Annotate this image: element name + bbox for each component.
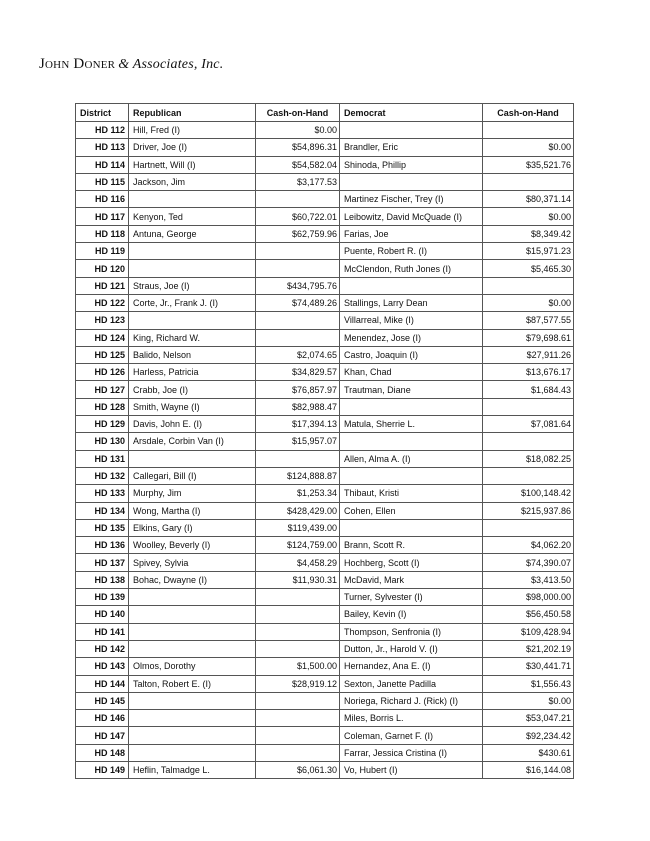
republican-cell	[129, 710, 256, 727]
republican-cash-cell: $124,888.87	[256, 467, 340, 484]
democrat-cash-cell: $92,234.42	[483, 727, 574, 744]
democrat-cash-cell: $0.00	[483, 139, 574, 156]
republican-cash-cell: $54,896.31	[256, 139, 340, 156]
republican-cell: Smith, Wayne (I)	[129, 398, 256, 415]
democrat-cell: Farias, Joe	[340, 225, 483, 242]
republican-cash-cell: $17,394.13	[256, 416, 340, 433]
republican-cash-cell: $4,458.29	[256, 554, 340, 571]
district-cell: HD 142	[76, 640, 129, 657]
democrat-cell: Sexton, Janette Padilla	[340, 675, 483, 692]
republican-cell	[129, 744, 256, 761]
democrat-cell: Noriega, Richard J. (Rick) (I)	[340, 692, 483, 709]
firm-name-suffix: & Associates, Inc.	[118, 57, 224, 72]
table-row	[76, 658, 574, 675]
district-cell: HD 141	[76, 623, 129, 640]
table-row	[76, 139, 574, 156]
democrat-cash-cell: $27,911.26	[483, 346, 574, 363]
republican-cash-cell: $60,722.01	[256, 208, 340, 225]
democrat-cash-cell: $1,556.43	[483, 675, 574, 692]
democrat-cash-cell: $74,390.07	[483, 554, 574, 571]
table-row	[76, 692, 574, 709]
democrat-cell: Villarreal, Mike (I)	[340, 312, 483, 329]
republican-cash-cell: $1,253.34	[256, 485, 340, 502]
republican-cash-cell	[256, 606, 340, 623]
democrat-cell: Dutton, Jr., Harold V. (I)	[340, 640, 483, 657]
democrat-cell: McDavid, Mark	[340, 571, 483, 588]
table-row	[76, 156, 574, 173]
republican-cash-cell: $2,074.65	[256, 346, 340, 363]
table-row	[76, 467, 574, 484]
table-row	[76, 606, 574, 623]
republican-cell	[129, 623, 256, 640]
district-cell: HD 136	[76, 537, 129, 554]
republican-cash-cell: $74,489.26	[256, 294, 340, 311]
republican-cell: Driver, Joe (I)	[129, 139, 256, 156]
republican-cell: Crabb, Joe (I)	[129, 381, 256, 398]
republican-cell: Talton, Robert E. (I)	[129, 675, 256, 692]
democrat-cell	[340, 467, 483, 484]
district-cell: HD 126	[76, 364, 129, 381]
table-row	[76, 623, 574, 640]
district-cell: HD 119	[76, 243, 129, 260]
democrat-cash-cell: $16,144.08	[483, 761, 574, 778]
column-header-republican-cash: Cash-on-Hand	[256, 104, 340, 122]
democrat-cell: Thibaut, Kristi	[340, 485, 483, 502]
republican-cash-cell: $28,919.12	[256, 675, 340, 692]
district-cell: HD 113	[76, 139, 129, 156]
table-row	[76, 398, 574, 415]
district-cell: HD 132	[76, 467, 129, 484]
republican-cell: Harless, Patricia	[129, 364, 256, 381]
republican-cell: Woolley, Beverly (I)	[129, 537, 256, 554]
district-cell: HD 145	[76, 692, 129, 709]
table-row	[76, 761, 574, 778]
republican-cash-cell	[256, 692, 340, 709]
democrat-cell: Miles, Borris L.	[340, 710, 483, 727]
republican-cell: King, Richard W.	[129, 329, 256, 346]
democrat-cash-cell: $8,349.42	[483, 225, 574, 242]
table-row	[76, 416, 574, 433]
democrat-cell: Puente, Robert R. (I)	[340, 243, 483, 260]
republican-cell	[129, 589, 256, 606]
democrat-cell: Leibowitz, David McQuade (I)	[340, 208, 483, 225]
table-row	[76, 589, 574, 606]
democrat-cell	[340, 173, 483, 190]
table-row	[76, 519, 574, 536]
republican-cash-cell: $82,988.47	[256, 398, 340, 415]
democrat-cash-cell: $0.00	[483, 208, 574, 225]
district-cell: HD 149	[76, 761, 129, 778]
democrat-cell	[340, 122, 483, 139]
democrat-cash-cell: $21,202.19	[483, 640, 574, 657]
democrat-cell: Castro, Joaquin (I)	[340, 346, 483, 363]
democrat-cash-cell: $56,450.58	[483, 606, 574, 623]
table-row	[76, 381, 574, 398]
republican-cash-cell: $0.00	[256, 122, 340, 139]
table-row	[76, 450, 574, 467]
democrat-cell: Stallings, Larry Dean	[340, 294, 483, 311]
republican-cell: Hill, Fred (I)	[129, 122, 256, 139]
district-cell: HD 138	[76, 571, 129, 588]
table-row	[76, 554, 574, 571]
democrat-cash-cell: $430.61	[483, 744, 574, 761]
republican-cell	[129, 243, 256, 260]
republican-cell: Jackson, Jim	[129, 173, 256, 190]
democrat-cash-cell	[483, 173, 574, 190]
republican-cash-cell: $62,759.96	[256, 225, 340, 242]
republican-cell	[129, 312, 256, 329]
republican-cash-cell: $11,930.31	[256, 571, 340, 588]
district-cell: HD 130	[76, 433, 129, 450]
republican-cash-cell	[256, 260, 340, 277]
democrat-cell: McClendon, Ruth Jones (I)	[340, 260, 483, 277]
republican-cell	[129, 640, 256, 657]
district-cell: HD 120	[76, 260, 129, 277]
table-row	[76, 225, 574, 242]
district-cell: HD 137	[76, 554, 129, 571]
table-row	[76, 710, 574, 727]
table-row	[76, 277, 574, 294]
republican-cell	[129, 727, 256, 744]
democrat-cash-cell	[483, 122, 574, 139]
democrat-cell: Brandler, Eric	[340, 139, 483, 156]
democrat-cell: Bailey, Kevin (I)	[340, 606, 483, 623]
democrat-cell: Turner, Sylvester (I)	[340, 589, 483, 606]
table-row	[76, 744, 574, 761]
democrat-cash-cell	[483, 398, 574, 415]
democrat-cell: Khan, Chad	[340, 364, 483, 381]
republican-cell: Straus, Joe (I)	[129, 277, 256, 294]
district-cell: HD 131	[76, 450, 129, 467]
democrat-cell: Brann, Scott R.	[340, 537, 483, 554]
column-header-democrat-cash: Cash-on-Hand	[483, 104, 574, 122]
district-cell: HD 144	[76, 675, 129, 692]
district-cell: HD 124	[76, 329, 129, 346]
republican-cash-cell	[256, 191, 340, 208]
district-cell: HD 129	[76, 416, 129, 433]
democrat-cash-cell: $15,971.23	[483, 243, 574, 260]
democrat-cash-cell: $100,148.42	[483, 485, 574, 502]
firm-name: John Doner	[39, 56, 116, 72]
republican-cell: Murphy, Jim	[129, 485, 256, 502]
table-row	[76, 640, 574, 657]
table-row	[76, 485, 574, 502]
document-header	[39, 56, 223, 73]
table-row	[76, 433, 574, 450]
republican-cash-cell	[256, 744, 340, 761]
republican-cell	[129, 606, 256, 623]
table-row	[76, 727, 574, 744]
democrat-cash-cell: $98,000.00	[483, 589, 574, 606]
district-cell: HD 118	[76, 225, 129, 242]
democrat-cell: Trautman, Diane	[340, 381, 483, 398]
republican-cash-cell	[256, 727, 340, 744]
democrat-cash-cell: $5,465.30	[483, 260, 574, 277]
democrat-cell: Shinoda, Phillip	[340, 156, 483, 173]
democrat-cash-cell: $35,521.76	[483, 156, 574, 173]
republican-cell: Davis, John E. (I)	[129, 416, 256, 433]
democrat-cell: Matula, Sherrie L.	[340, 416, 483, 433]
column-header-republican: Republican	[129, 104, 256, 122]
democrat-cell	[340, 519, 483, 536]
democrat-cell: Thompson, Senfronia (I)	[340, 623, 483, 640]
republican-cash-cell: $34,829.57	[256, 364, 340, 381]
democrat-cash-cell	[483, 277, 574, 294]
table-row	[76, 208, 574, 225]
democrat-cash-cell: $3,413.50	[483, 571, 574, 588]
district-cell: HD 143	[76, 658, 129, 675]
democrat-cell: Hochberg, Scott (I)	[340, 554, 483, 571]
republican-cash-cell	[256, 589, 340, 606]
district-cell: HD 112	[76, 122, 129, 139]
table-row	[76, 571, 574, 588]
democrat-cash-cell: $1,684.43	[483, 381, 574, 398]
republican-cell: Bohac, Dwayne (I)	[129, 571, 256, 588]
democrat-cash-cell: $30,441.71	[483, 658, 574, 675]
democrat-cash-cell: $80,371.14	[483, 191, 574, 208]
democrat-cell: Hernandez, Ana E. (I)	[340, 658, 483, 675]
republican-cash-cell: $3,177.53	[256, 173, 340, 190]
district-cell: HD 140	[76, 606, 129, 623]
district-cell: HD 128	[76, 398, 129, 415]
republican-cash-cell: $428,429.00	[256, 502, 340, 519]
table-row	[76, 329, 574, 346]
district-cell: HD 114	[76, 156, 129, 173]
republican-cell: Hartnett, Will (I)	[129, 156, 256, 173]
table-row	[76, 122, 574, 139]
republican-cash-cell: $76,857.97	[256, 381, 340, 398]
republican-cash-cell	[256, 329, 340, 346]
republican-cash-cell	[256, 640, 340, 657]
table-row	[76, 173, 574, 190]
democrat-cash-cell: $0.00	[483, 692, 574, 709]
district-cell: HD 134	[76, 502, 129, 519]
democrat-cash-cell: $109,428.94	[483, 623, 574, 640]
republican-cash-cell	[256, 450, 340, 467]
republican-cash-cell	[256, 710, 340, 727]
democrat-cash-cell: $53,047.21	[483, 710, 574, 727]
democrat-cell: Martinez Fischer, Trey (I)	[340, 191, 483, 208]
democrat-cash-cell	[483, 433, 574, 450]
district-cell: HD 133	[76, 485, 129, 502]
republican-cash-cell: $434,795.76	[256, 277, 340, 294]
table-row	[76, 294, 574, 311]
republican-cell	[129, 260, 256, 277]
republican-cell	[129, 692, 256, 709]
democrat-cell: Allen, Alma A. (I)	[340, 450, 483, 467]
republican-cell: Corte, Jr., Frank J. (I)	[129, 294, 256, 311]
democrat-cash-cell: $7,081.64	[483, 416, 574, 433]
republican-cell: Arsdale, Corbin Van (I)	[129, 433, 256, 450]
district-cell: HD 116	[76, 191, 129, 208]
district-cell: HD 125	[76, 346, 129, 363]
republican-cash-cell: $15,957.07	[256, 433, 340, 450]
district-cell: HD 148	[76, 744, 129, 761]
republican-cell: Olmos, Dorothy	[129, 658, 256, 675]
district-cell: HD 117	[76, 208, 129, 225]
democrat-cash-cell: $0.00	[483, 294, 574, 311]
district-cell: HD 139	[76, 589, 129, 606]
republican-cash-cell	[256, 312, 340, 329]
republican-cell: Antuna, George	[129, 225, 256, 242]
table-row	[76, 537, 574, 554]
democrat-cell	[340, 277, 483, 294]
democrat-cell: Coleman, Garnet F. (I)	[340, 727, 483, 744]
table-body	[76, 122, 574, 779]
republican-cell: Heflin, Talmadge L.	[129, 761, 256, 778]
republican-cash-cell	[256, 623, 340, 640]
district-cell: HD 127	[76, 381, 129, 398]
democrat-cash-cell: $215,937.86	[483, 502, 574, 519]
table-header-row	[76, 104, 574, 122]
district-cell: HD 123	[76, 312, 129, 329]
republican-cash-cell: $119,439.00	[256, 519, 340, 536]
democrat-cash-cell: $4,062.20	[483, 537, 574, 554]
campaign-finance-table	[75, 103, 574, 779]
democrat-cash-cell	[483, 467, 574, 484]
column-header-democrat: Democrat	[340, 104, 483, 122]
republican-cell: Spivey, Sylvia	[129, 554, 256, 571]
republican-cash-cell: $1,500.00	[256, 658, 340, 675]
district-cell: HD 115	[76, 173, 129, 190]
republican-cell: Elkins, Gary (I)	[129, 519, 256, 536]
democrat-cell: Menendez, Jose (I)	[340, 329, 483, 346]
republican-cell: Wong, Martha (I)	[129, 502, 256, 519]
district-cell: HD 122	[76, 294, 129, 311]
district-cell: HD 135	[76, 519, 129, 536]
democrat-cash-cell: $87,577.55	[483, 312, 574, 329]
democrat-cash-cell: $18,082.25	[483, 450, 574, 467]
table-row	[76, 502, 574, 519]
democrat-cell: Vo, Hubert (I)	[340, 761, 483, 778]
republican-cash-cell	[256, 243, 340, 260]
table-row	[76, 260, 574, 277]
democrat-cell: Cohen, Ellen	[340, 502, 483, 519]
district-cell: HD 147	[76, 727, 129, 744]
district-cell: HD 121	[76, 277, 129, 294]
republican-cash-cell: $124,759.00	[256, 537, 340, 554]
column-header-district: District	[76, 104, 129, 122]
democrat-cell	[340, 433, 483, 450]
democrat-cash-cell: $13,676.17	[483, 364, 574, 381]
democrat-cell: Farrar, Jessica Cristina (I)	[340, 744, 483, 761]
republican-cell	[129, 450, 256, 467]
democrat-cell	[340, 398, 483, 415]
republican-cash-cell: $54,582.04	[256, 156, 340, 173]
republican-cell: Balido, Nelson	[129, 346, 256, 363]
district-cell: HD 146	[76, 710, 129, 727]
republican-cell	[129, 191, 256, 208]
republican-cash-cell: $6,061.30	[256, 761, 340, 778]
table-row	[76, 346, 574, 363]
democrat-cash-cell: $79,698.61	[483, 329, 574, 346]
republican-cell: Callegari, Bill (I)	[129, 467, 256, 484]
democrat-cash-cell	[483, 519, 574, 536]
table-row	[76, 243, 574, 260]
table-row	[76, 675, 574, 692]
table-row	[76, 191, 574, 208]
table-row	[76, 364, 574, 381]
republican-cell: Kenyon, Ted	[129, 208, 256, 225]
table-row	[76, 312, 574, 329]
